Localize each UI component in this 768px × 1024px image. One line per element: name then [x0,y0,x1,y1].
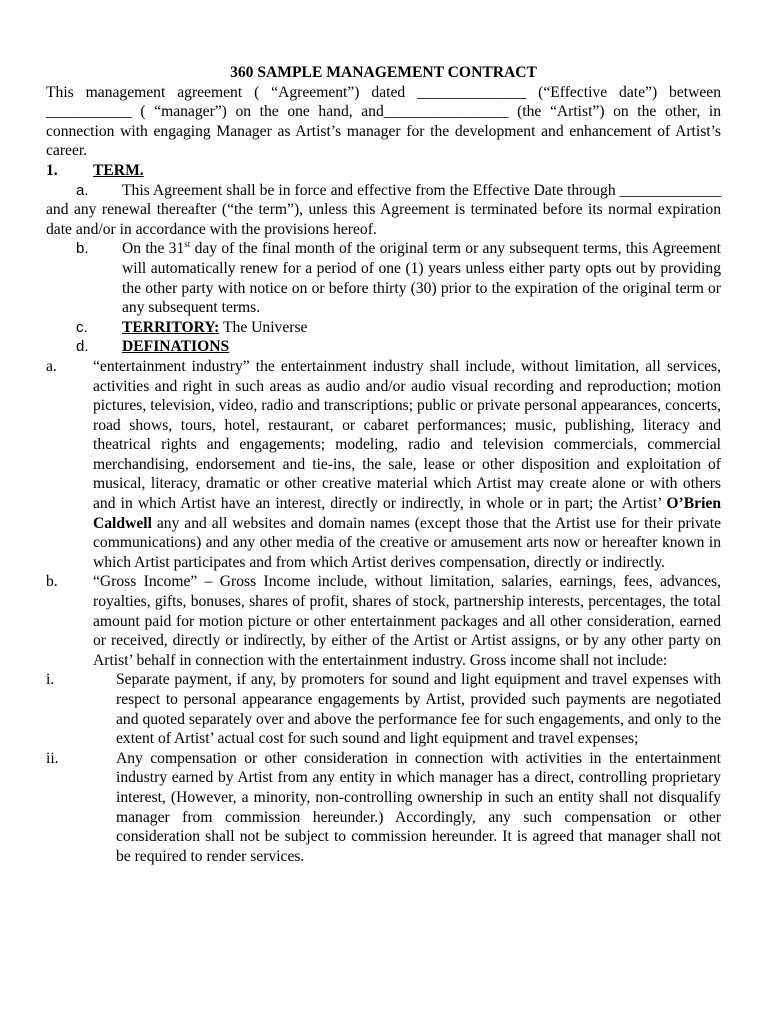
exclusion-text: Separate payment, if any, by promoters for sound and light equipment and travel expenses with respect to personal appearance engagements by Artist, provided such payments are negotiated and quoted separately over and above the performance fee for such engagements, and only to the extent of Artist’ actual cost for such sound and light equipment and travel expenses; [116,671,721,748]
term-clause-b [46,239,721,317]
definition-b [46,572,721,670]
term-clause-d [46,337,721,357]
territory-label: TERRITORY: [122,318,220,336]
clause-text-end: day of the final month of the original term or any subsequent terms, this Agreement will automatically renew for a period of one (1) years unless either party opts out by providing the other party with notice on or before thirty (30) prior to the expiration of the original term or any subsequent terms. [122,240,721,317]
intro-paragraph: This management agreement ( “Agreement”) dated ______________ (“Effective date”) between ___________ ( “manager”) on the one hand, and________________ (the “Artist”) on the other, in connection with engaging Manager as Artist’s manager for the development and enhancement of Artist’s career. [46,83,721,160]
definition-a [46,357,721,573]
definitions-heading: DEFINATIONS [122,338,230,356]
artist-name: O’Brien Caldwell [93,495,721,532]
definition-text-end: any and all websites and domain names (except those that the Artist use for their private communications) and any other media of the creative or amusement arts now or hereafter known in which Artist participates and from which Artist derives compensation, directly or indirectly. [93,514,721,571]
clause-marker: c. [76,318,88,336]
exclusion-marker: i. [46,671,55,689]
document-page [46,63,721,866]
document-title: 360 SAMPLE MANAGEMENT CONTRACT [230,64,537,81]
definition-text-start: “entertainment industry” the entertainment industry shall include, without limitation, all services, activities and right in such areas as audio and/or audio visual recording and reproduction; motion pictures, television, video, radio and transcriptions; public or private personal appearances, concerts, road shows, tours, hotel, restaurant, or cabaret performances; music, publishing, literacy and theatrical rights and engagements; modeling, radio and television commercials, commercial merchandising, endorsement and tie-ins, the sale, lease or other disposition and exploitation of musical, literacy, dramatic or other creative material which Artist may create alone or with others and in which Artist have an interest, directly or indirectly, in whole or in part; the Artist’ [93,357,721,513]
clause-marker: b. [76,240,89,258]
section-term-heading [46,161,721,181]
definition-marker: a. [46,357,57,375]
clause-text-start: On the 31 [122,240,185,258]
exclusion-marker: ii. [46,749,59,767]
term-clause-a [46,181,721,240]
definition-marker: b. [46,573,58,591]
exclusion-text: Any compensation or other consideration in connection with activities in the entertainment industry earned by Artist from any entity in which manager has a direct, controlling proprietary interest, (However, a minority, non-controlling ownership in such an entity shall not disqualify manager from commission hereunder.) Accordingly, any such compensation or other consideration shall not be subject to commission hereunder. It is agreed that manager shall not be required to render services. [116,749,721,865]
section-number: 1. [46,161,58,179]
clause-marker: a. [76,181,89,199]
term-clause-c [46,318,721,338]
section-heading: TERM. [93,161,144,179]
clause-marker: d. [76,338,89,356]
exclusion-ii [46,749,721,867]
ordinal-suffix: st [184,239,191,250]
exclusion-i [46,670,721,748]
clause-text: This Agreement shall be in force and effective from the Effective Date through _____________ and any renewal thereafter (“the term”), unless this Agreement is terminated before its normal expiration date and/or in accordance with the provisions hereof. [46,181,721,238]
definition-text: “Gross Income” – Gross Income include, without limitation, salaries, earnings, fees, advances, royalties, gifts, bonuses, shares of profit, shares of stock, partnership interests, percentages, the total amount paid for motion picture or other entertainment packages and all other consideration, earned or received, directly or indirectly, by either of the Artist or Artist assigns, or by any other party on Artist’ behalf in connection with the entertainment industry. Gross income shall not include: [93,573,721,669]
territory-value: The Universe [219,318,308,336]
